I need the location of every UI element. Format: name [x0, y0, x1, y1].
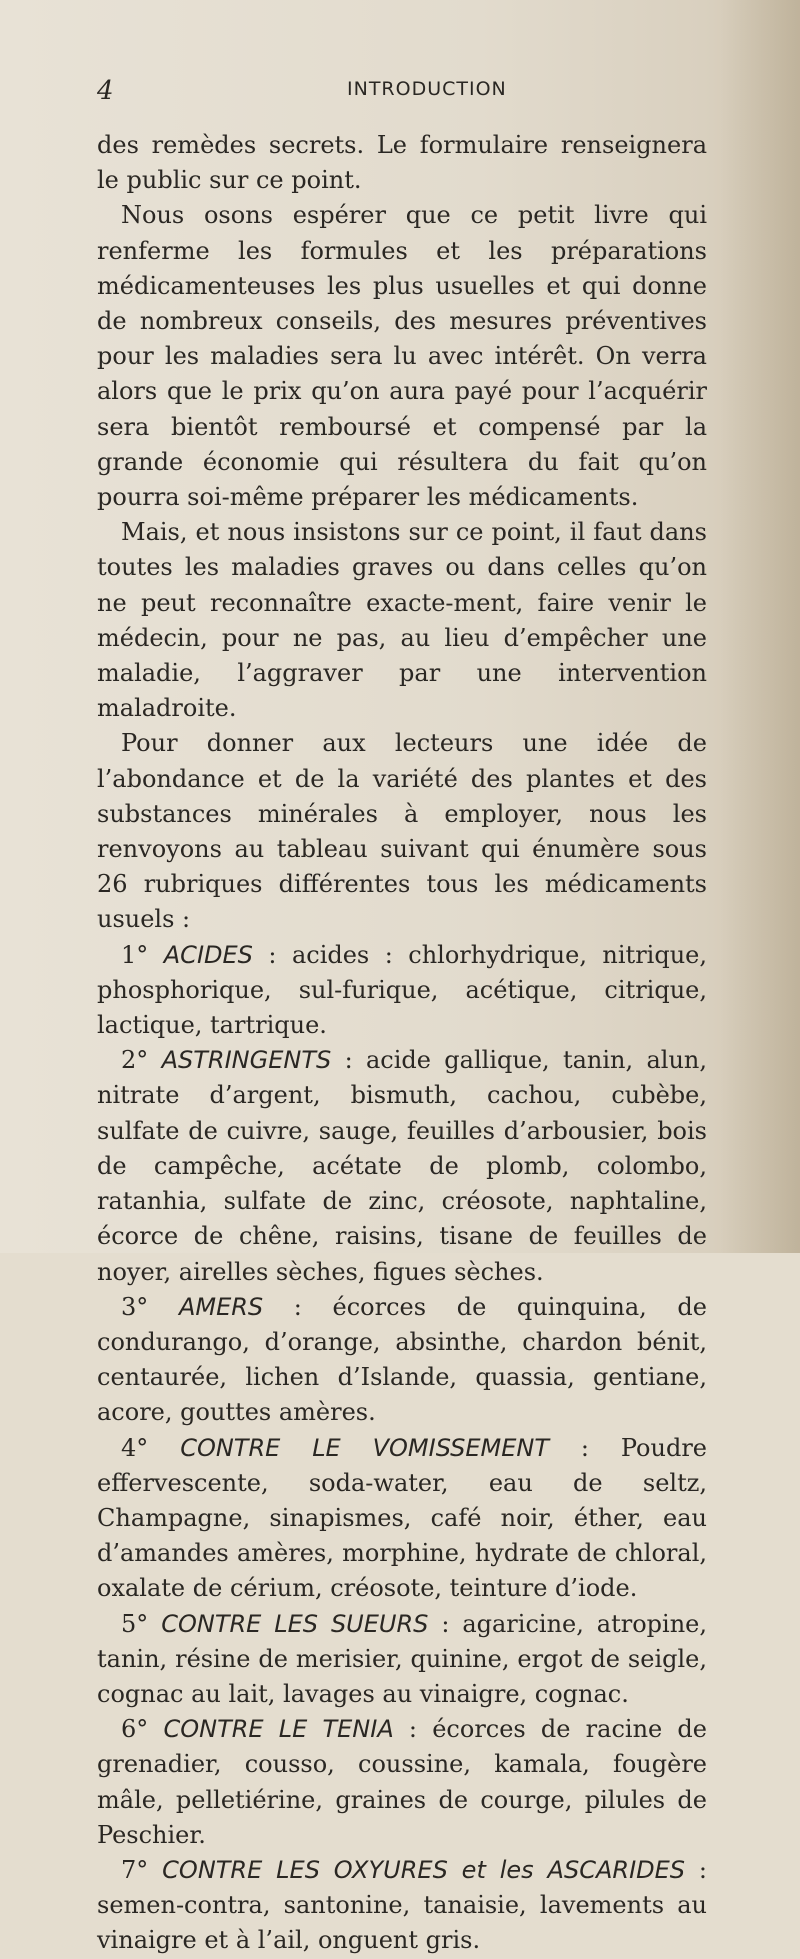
paragraph: Mais, et nous insistons sur ce point, il faut dans toutes les maladies graves ou dans celles qu’on ne peut reconnaître exacte-ment, faire venir le médecin, pour ne pas, au lieu d’empêcher une maladie, l’aggraver par une intervention maladroite. — [97, 518, 707, 723]
item-number: 2° — [121, 1046, 149, 1075]
item-number: 1° — [121, 940, 149, 969]
item-heading: CONTRE LE TENIA — [163, 1715, 394, 1744]
item-text: acide gallique, tanin, alun, nitrate d’argent, bismuth, cachou, cubèbe, sulfate de cuivre, sauge, feuilles d’arbousier, bois de campêche, acétate de plomb, colombo, ratanhia, sulfate de zinc, créosote, naphtaline, écorce de chêne, raisins, tisane de feuilles de noyer, airelles sèches, figues sèches. — [97, 1046, 707, 1286]
item-number: 7° — [121, 1855, 149, 1884]
item-text: semen-contra, santonine, tanaisie, lavements au vinaigre et à l’ail, onguent gris. — [97, 1891, 707, 1955]
item-separator: : — [263, 1292, 333, 1321]
item-number: 4° — [121, 1433, 149, 1462]
item-separator: : — [252, 940, 292, 969]
item-number: 3° — [121, 1292, 149, 1321]
item-separator: : — [331, 1046, 366, 1075]
item-text: Poudre effervescente, soda-water, eau de seltz, Champagne, sinapismes, café noir, éther, eau d’amandes amères, morphine, hydrate de chloral, oxalate de cérium, créosote, teinture d’iode. — [97, 1433, 707, 1603]
item-separator: : — [393, 1715, 433, 1744]
list-item — [97, 1712, 707, 1853]
item-number: 6° — [121, 1715, 149, 1744]
item-separator: : — [428, 1609, 463, 1638]
item-heading: ACIDES — [163, 940, 253, 969]
page-header — [97, 76, 677, 106]
item-heading: CONTRE LES OXYURES et les ASCARIDES — [162, 1855, 686, 1884]
item-text: écorces de quinquina, de condurango, d’orange, absinthe, chardon bénit, centaurée, lichen d’Islande, quassia, gentiane, acore, gouttes amères. — [97, 1292, 707, 1427]
item-text: acides : chlorhydrique, nitrique, phosphorique, sul-furique, acétique, citrique, lactique, tartrique. — [97, 940, 707, 1040]
item-text: écorces de racine de grenadier, cousso, coussine, kamala, fougère mâle, pelletiérine, graines de courge, pilules de Peschier. — [97, 1715, 707, 1849]
page-number: 4 — [97, 76, 114, 106]
item-heading: CONTRE LES SUEURS — [161, 1609, 429, 1638]
item-separator: : — [685, 1855, 708, 1884]
paragraph: Pour donner aux lecteurs une idée de l’abondance et de la variété des plantes et des substances minérales à employer, nous les renvoyons au tableau suivant qui énumère sous 26 rubriques différentes tous les médicaments usuels : — [97, 729, 707, 934]
item-text: agaricine, atropine, tanin, résine de merisier, quinine, ergot de seigle, cognac au lait, lavages au vinaigre, cognac. — [97, 1609, 707, 1708]
list-item — [97, 1431, 707, 1607]
running-title: INTRODUCTION — [347, 78, 507, 100]
item-separator: : — [548, 1433, 621, 1462]
list-item — [97, 1853, 707, 1959]
item-number: 5° — [121, 1609, 149, 1638]
paragraph: Nous osons espérer que ce petit livre qui renferme les formules et les préparations médicamenteuses les plus usuelles et qui donne de nombreux conseils, des mesures préventives pour les maladies sera lu avec intérêt. On verra alors que le prix qu’on aura payé pour l’acquérir sera bientôt remboursé et compensé par la grande économie qui résultera du fait qu’on pourra soi-même préparer les médicaments. — [97, 201, 707, 512]
list-item — [97, 1290, 707, 1431]
list-item — [97, 938, 707, 1044]
paragraph: des remèdes secrets. Le formulaire renseignera le public sur ce point. — [97, 131, 707, 195]
item-heading: CONTRE LE VOMISSEMENT — [180, 1433, 549, 1462]
body-text — [97, 128, 707, 1959]
item-heading: ASTRINGENTS — [161, 1046, 332, 1075]
list-item — [97, 1607, 707, 1713]
page-edge-shadow — [720, 0, 800, 1253]
item-heading: AMERS — [178, 1292, 264, 1321]
